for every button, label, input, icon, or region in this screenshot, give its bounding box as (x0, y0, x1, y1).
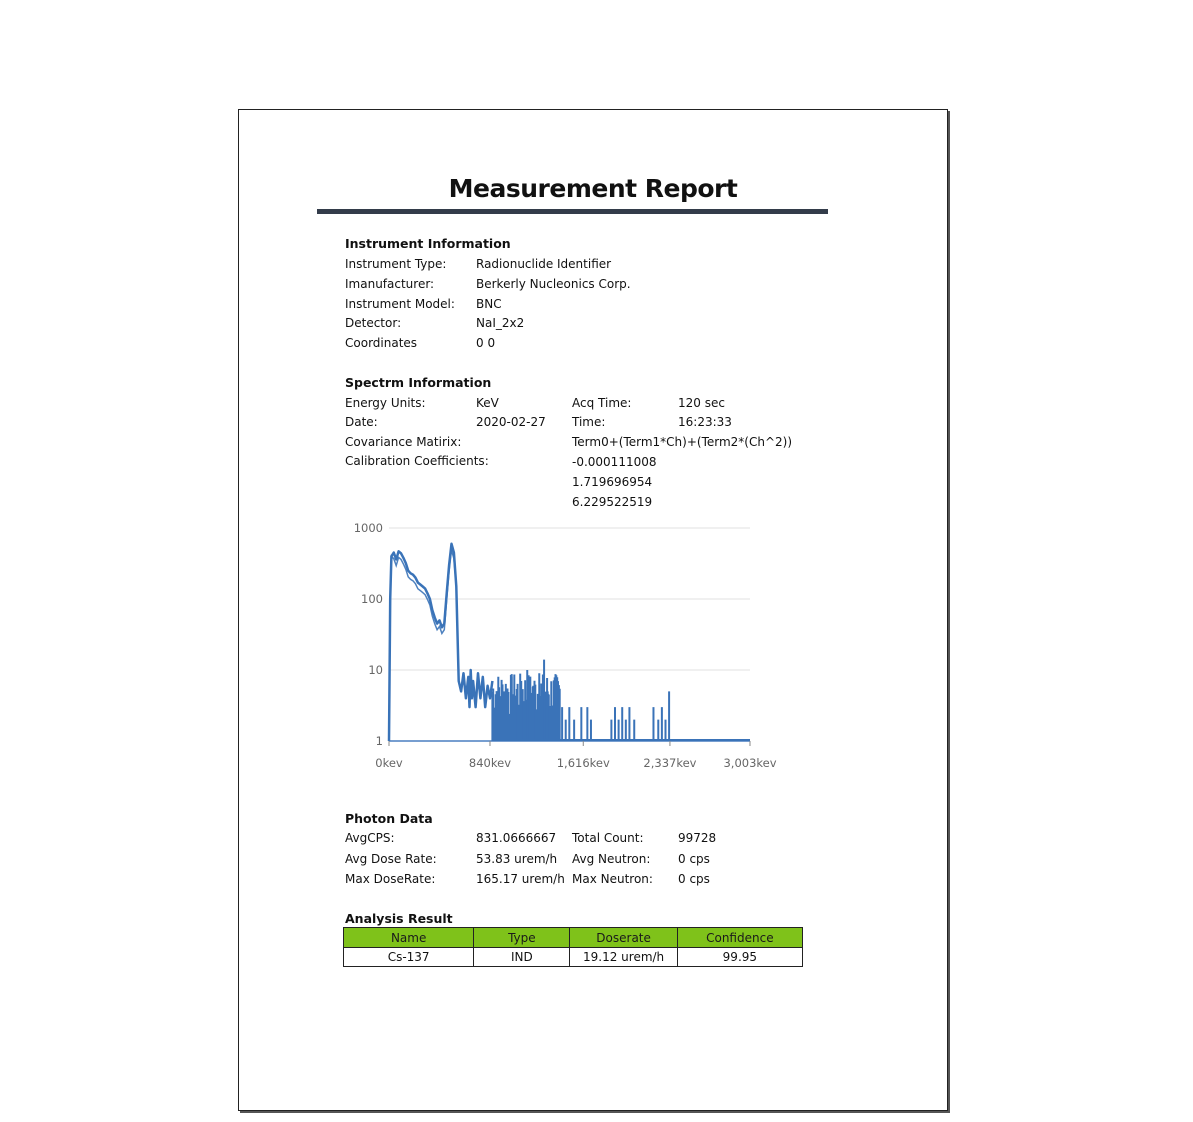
max-dose-value: 165.17 urem/h (476, 872, 565, 886)
table-header-row (344, 928, 803, 948)
y-tick-label: 1 (375, 734, 383, 748)
analysis-heading: Analysis Result (345, 911, 453, 926)
calibration-coefficient: 1.719696954 (572, 475, 653, 489)
covariance-label: Covariance Matirix: (345, 435, 462, 449)
avg-neutron-value: 0 cps (678, 852, 710, 866)
total-count-label: Total Count: (572, 831, 644, 845)
photon-heading: Photon Data (345, 811, 433, 826)
calibration-coefficient: 6.229522519 (572, 495, 653, 509)
column-header-doserate: Doserate (570, 928, 677, 948)
spectrum-chart (339, 521, 789, 790)
energy-units-value: KeV (476, 396, 499, 410)
cell-doserate: 19.12 urem/h (570, 948, 677, 967)
max-dose-label: Max DoseRate: (345, 872, 436, 886)
column-header-confidence: Confidence (677, 928, 802, 948)
cell-name: Cs-137 (344, 948, 474, 967)
calibration-label: Calibration Coefficients: (345, 454, 489, 468)
coordinates-label: Coordinates (345, 336, 418, 350)
coordinates-value: 0 0 (476, 336, 496, 350)
spectrum-heading: Spectrm Information (345, 375, 492, 390)
instrument-type-label: Instrument Type: (345, 257, 447, 271)
total-count-value: 99728 (678, 831, 717, 845)
acq-time-value: 120 sec (678, 396, 725, 410)
avg-dose-value: 53.83 urem/h (476, 852, 558, 866)
max-neutron-label: Max Neutron: (572, 872, 653, 886)
spectrum-line (389, 544, 492, 741)
energy-units-label: Energy Units: (345, 396, 426, 410)
x-tick-label: 3,003kev (723, 756, 777, 770)
spectrum-envelope (389, 550, 492, 741)
cell-confidence: 99.95 (677, 948, 802, 967)
date-label: Date: (345, 415, 378, 429)
cell-type: IND (474, 948, 570, 967)
max-neutron-value: 0 cps (678, 872, 710, 886)
y-tick-label: 10 (368, 663, 383, 677)
y-tick-label: 100 (361, 592, 383, 606)
manufacturer-label: Imanufacturer: (345, 277, 435, 291)
analysis-table (343, 927, 803, 967)
instrument-model-value: BNC (476, 297, 502, 311)
covariance-value: Term0+(Term1*Ch)+(Term2*(Ch^2)) (572, 435, 793, 449)
y-tick-label: 1000 (353, 521, 383, 535)
table-row (344, 948, 803, 967)
detector-label: Detector: (345, 316, 402, 330)
report-title: Measurement Report (448, 174, 738, 203)
column-header-name: Name (344, 928, 474, 948)
noise-bars (492, 674, 559, 741)
avg-dose-label: Avg Dose Rate: (345, 852, 437, 866)
column-header-type: Type (474, 928, 570, 948)
x-tick-label: 2,337kev (643, 756, 697, 770)
time-label: Time: (572, 415, 606, 429)
time-value: 16:23:33 (678, 415, 732, 429)
avgcps-value: 831.0666667 (476, 831, 557, 845)
avg-neutron-label: Avg Neutron: (572, 852, 651, 866)
x-tick-label: 840kev (468, 756, 512, 770)
spectrum-chart-svg (339, 521, 789, 790)
detector-value: NaI_2x2 (476, 316, 525, 330)
date-value: 2020-02-27 (476, 415, 546, 429)
instrument-type-value: Radionuclide Identifier (476, 257, 612, 271)
acq-time-label: Acq Time: (572, 396, 632, 410)
manufacturer-value: Berkerly Nucleonics Corp. (476, 277, 631, 291)
avgcps-label: AvgCPS: (345, 831, 395, 845)
instrument-heading: Instrument Information (345, 236, 511, 251)
x-tick-label: 0kev (375, 756, 403, 770)
x-tick-label: 1,616kev (556, 756, 610, 770)
instrument-model-label: Instrument Model: (345, 297, 455, 311)
report-page (238, 109, 948, 1111)
title-rule (317, 209, 828, 214)
calibration-coefficient: -0.000111008 (572, 455, 657, 469)
